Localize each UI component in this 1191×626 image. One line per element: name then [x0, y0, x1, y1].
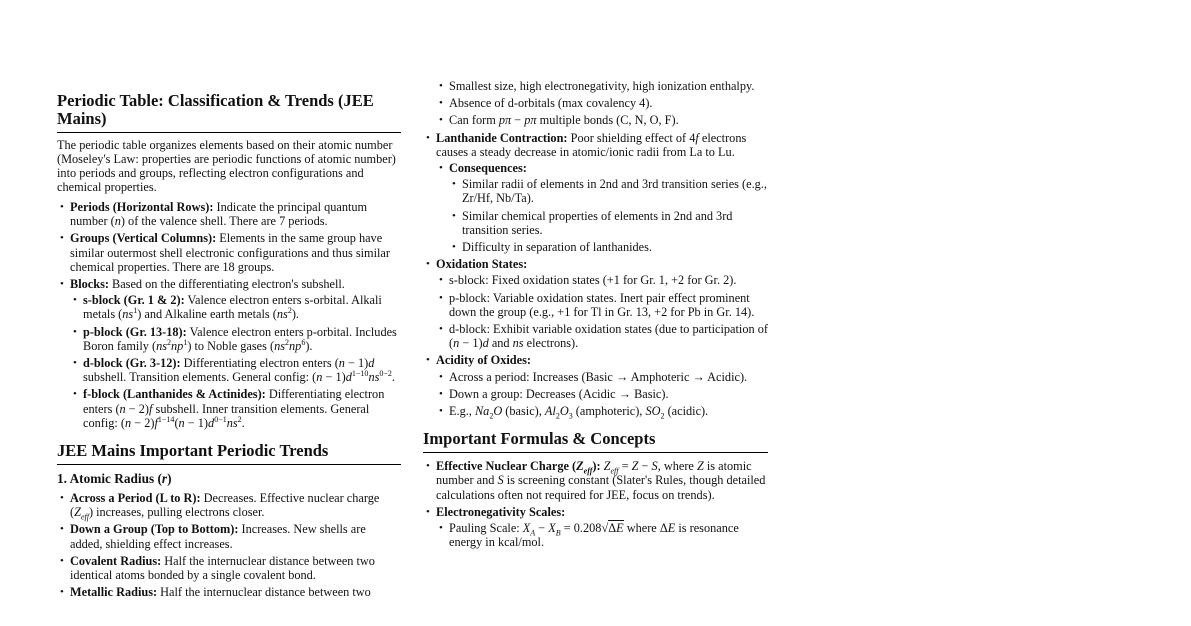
acidity-sublist: [436, 370, 768, 419]
list-item-p-block: • p-block (Gr. 13-18): Valence electron enters p-orbital. Includes Boron family $(ns^2np^1)$ to Noble gases $(ns^2np^6)$.: [70, 325, 401, 353]
intro-paragraph: The periodic table organizes elements based on their atomic number (Moseley's Law: properties are periodic functions of atomic number) into periods and groups, reflecting electron configurations and chemical properties.: [57, 138, 396, 194]
list-item-no-d-orbitals: • Absence of d-orbitals (max covalency 4).: [436, 96, 768, 110]
list-item-consequence: • Difficulty in separation of lanthanides.: [449, 240, 768, 254]
list-item-s-block: • s-block (Gr. 1 & 2): Valence electron enters s-orbital. Alkali metals $(ns^1)$ and Alkaline earth metals $(ns^2)$.: [70, 293, 401, 321]
list-item-d-block: • d-block (Gr. 3-12): Differentiating electron enters (n − 1)d subshell. Transition elements. General config: $(n - 1)d^{1-10}ns^{0-2}$.: [70, 356, 401, 384]
list-item-acidity: • Across a period: Increases (Basic → Amphoteric → Acidic).: [436, 370, 768, 384]
list-item-oxidation-states: • Oxidation States: • s-block: Fixed oxidation states (+1 for Gr. 1, +2 for Gr. 2). • p-block: Variable oxidation states. Inert pair effect prominent down the group (e.g., +1 for Tl in Gr. 13, +2 for Pb in Gr. 14). • d-block: Exhibit variable oxidation states (due to participation of (n − 1)d and ns electrons).: [423, 257, 768, 350]
list-item-smallest-size: • Smallest size, high electronegativity, high ionization enthalpy.: [436, 79, 768, 93]
list-item-acidity-oxides: • Acidity of Oxides: • Across a period: Increases (Basic → Amphoteric → Acidic). • Down a group: Decreases (Acidic → Basic). • E.g., $Na_2O$ (basic), $Al_2O_3$ (amphoteric), $SO_2$ (acidic).: [423, 353, 768, 418]
consequences-sublist: [449, 177, 768, 254]
list-item-oxidation: • d-block: Exhibit variable oxidation states (due to participation of (n − 1)d and ns electrons).: [436, 322, 768, 350]
list-item-down-group: • Down a Group (Top to Bottom): Increases. New shells are added, shielding effect increases.: [57, 522, 401, 550]
list-item-f-block: • f-block (Lanthanides & Actinides): Differentiating electron enters (n − 2)f subshell. Inner transition elements. General config: $(n - 2)f^{1-14}(n - 1)d^{0-1}ns^2$.: [70, 387, 401, 430]
list-item-zeff: • Effective Nuclear Charge $(Z_{eff})$: $Z_{eff} = Z - S$, where Z is atomic number and S is screening constant (Slater's Rules, though detailed calculations often not required for JEE, focus on trends).: [423, 459, 768, 502]
section-title-trends: JEE Mains Important Periodic Trends: [57, 442, 401, 465]
list-item-consequences: • Consequences: • Similar radii of elements in 2nd and 3rd transition series (e.g., Zr/Hf, Nb/Ta). • Similar chemical properties of elements in 2nd and 3rd transition series. • Difficulty in separation of lanthanides.: [436, 161, 768, 254]
left-column: [57, 92, 401, 602]
list-item-electronegativity: • Electronegativity Scales: • Pauling Scale: $X_A - X_B = 0.208√\Delta E$ where ΔE is resonance energy in kcal/mol.: [423, 505, 768, 550]
list-item-lanthanide-contraction: • Lanthanide Contraction: Poor shielding effect of 4f electrons causes a steady decrease in atomic/ionic radii from La to Lu. • Consequences: • Similar radii of elements in 2nd and 3rd transition series (e.g., Zr/Hf, Nb/Ta). • Similar chemical properties of elements in 2nd and 3rd transition series. • Difficulty in separation of lanthanides.: [423, 131, 768, 255]
atomic-radius-list: [57, 491, 401, 599]
list-item-consequence: • Similar chemical properties of elements in 2nd and 3rd transition series.: [449, 209, 768, 237]
anomalous-properties-list: [436, 79, 768, 128]
list-item-blocks: • Blocks: Based on the differentiating electron's subshell. • s-block (Gr. 1 & 2): Valence electron enters s-orbital. Alkali metals $(ns^1)$ and Alkaline earth metals $(ns^2)$. • p-block (Gr. 13-18): Valence electron enters p-orbital. Includes Boron family $(ns^2np^1)$ to Noble gases $(ns^2np^6)$. • d-block (Gr. 3-12): Differentiating electron enters (n − 1)d subshell. Transition elements. General config: $(n - 1)d^{1-10}ns^{0-2}$. • f-block (Lanthanides & Actinides): Differentiating electron enters (n − 2)f subshell. Inner transition elements. General config: $(n - 2)f^{1-14}(n - 1)d^{0-1}ns^2$.: [57, 277, 401, 430]
list-item-groups: • Groups (Vertical Columns): Elements in the same group have similar outermost shell electronic configurations and thus similar chemical properties. There are 18 groups.: [57, 231, 401, 274]
blocks-sublist: [70, 293, 401, 430]
classification-list: [57, 200, 401, 430]
section-title-periodic-table: Periodic Table: Classification & Trends (JEE Mains): [57, 92, 401, 133]
list-item-acidity: • Down a group: Decreases (Acidic → Basic).: [436, 387, 768, 401]
section-title-formulas: Important Formulas & Concepts: [423, 430, 768, 453]
right-column: [423, 79, 768, 552]
right-main-list: [423, 131, 768, 419]
list-item-pauling: • Pauling Scale: $X_A - X_B = 0.208√\Delta E$ where ΔE is resonance energy in kcal/mol.: [436, 521, 768, 549]
list-item-oxidation: • p-block: Variable oxidation states. Inert pair effect prominent down the group (e.g., +1 for Tl in Gr. 13, +2 for Pb in Gr. 14).: [436, 291, 768, 319]
formulas-list: [423, 459, 768, 549]
list-item-oxidation: • s-block: Fixed oxidation states (+1 for Gr. 1, +2 for Gr. 2).: [436, 273, 768, 287]
list-item-acidity: • E.g., $Na_2O$ (basic), $Al_2O_3$ (amphoteric), $SO_2$ (acidic).: [436, 404, 768, 418]
list-item-periods: • Periods (Horizontal Rows): Indicate the principal quantum number (n) of the valence shell. There are 7 periods.: [57, 200, 401, 228]
list-item-across-period: • Across a Period (L to R): Decreases. Effective nuclear charge $(Z_{eff})$ increases, pulling electrons closer.: [57, 491, 401, 519]
oxidation-sublist: [436, 273, 768, 350]
list-item-metallic-radius: • Metallic Radius: Half the internuclear distance between two: [57, 585, 401, 599]
subheading-atomic-radius: 1. Atomic Radius (r): [57, 471, 172, 487]
electronegativity-sublist: [436, 521, 768, 549]
list-item-p-pi-bonds: • Can form pπ − pπ multiple bonds (C, N, O, F).: [436, 113, 768, 127]
lanthanide-sublist: [436, 161, 768, 254]
list-item-covalent-radius: • Covalent Radius: Half the internuclear distance between two identical atoms bonded by a single covalent bond.: [57, 554, 401, 582]
list-item-consequence: • Similar radii of elements in 2nd and 3rd transition series (e.g., Zr/Hf, Nb/Ta).: [449, 177, 768, 205]
